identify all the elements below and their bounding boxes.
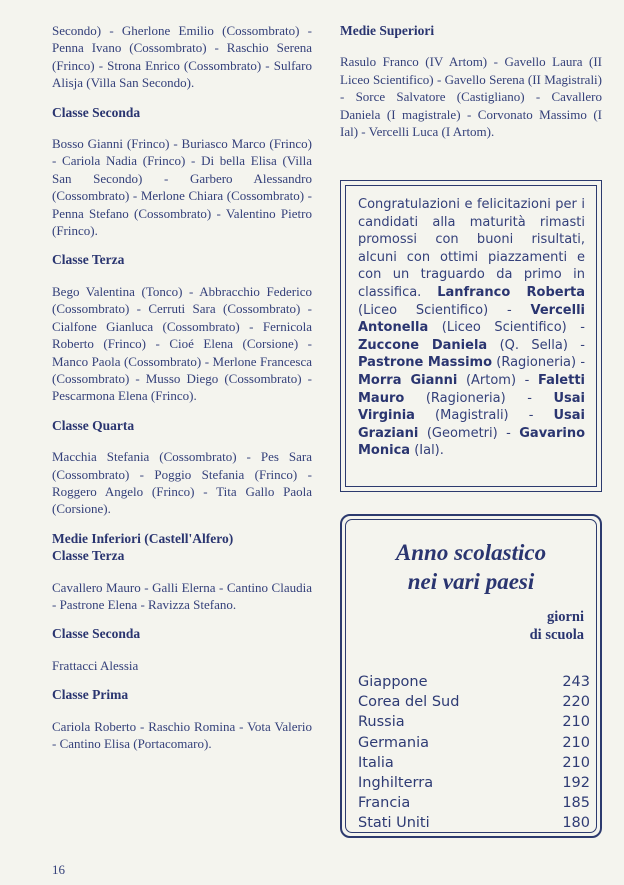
table-row (358, 672, 590, 692)
graduate-school: (Q. Sella) (499, 337, 568, 353)
names-classe-seconda: Bosso Gianni (Frinco) - Buriasco Marco (Frinco) - Cariola Nadia (Frinco) - Di bella Elisa (Villa San Secondo) - Garbero Alessandro (Cossombrato) - Merlone Chiara (Cossombrato) - Penna Stefano (Cossombrato) - Valentino Pietro (Frinco). (52, 136, 312, 239)
graduate-name: Gavarino Monica (358, 425, 586, 459)
school-days-value: 243 (562, 674, 590, 691)
school-days-value: 192 (562, 775, 590, 792)
table-row (358, 692, 590, 712)
graduate-name: Lanfranco Roberta (437, 284, 585, 300)
table-row (358, 712, 590, 732)
country-name: Italia (358, 754, 394, 771)
table-row (358, 733, 590, 753)
graduate-school: (Ragioneria) (425, 390, 506, 406)
table-row (358, 753, 590, 773)
country-name: Francia (358, 795, 411, 812)
table-row (358, 813, 590, 833)
graduate-school: (Ial). (414, 443, 444, 459)
heading-classe-seconda: Classe Seconda (52, 104, 141, 120)
country-name: Russia (358, 714, 405, 731)
page-number: 16 (52, 862, 65, 877)
heading-medie-classe-seconda: Classe Seconda (52, 626, 141, 642)
names-medie-classe-terza: Cavallero Mauro - Galli Elerna - Cantino Claudia - Pastrone Elena - Ravizza Stefano. (52, 579, 312, 612)
school-days-value: 220 (562, 694, 590, 711)
graduate-school: (Ragioneria) (496, 355, 577, 371)
graduate-school: (Liceo Scientifico) (441, 320, 567, 336)
heading-classe-prima: Classe Prima (52, 687, 129, 703)
right-column (340, 22, 602, 152)
congratulations-box (340, 180, 602, 492)
names-medie-superiori: Rasulo Franco (IV Artom) - Gavello Laura (II Liceo Scientifico) - Gavello Serena (II Magistrali) - Sorce Salvatore (Castigliano) - Cavallero Daniela (I magistrale) - Corvonato Massimo (I Ial) - Vercelli Luca (I Artom). (340, 54, 602, 140)
graduate-name: Zuccone Daniela (358, 337, 488, 353)
school-days-value: 180 (562, 815, 590, 832)
country-name: Corea del Sud (358, 694, 460, 711)
congratulations-text (345, 185, 597, 487)
school-days-value: 210 (562, 754, 590, 771)
country-name: Stati Uniti (358, 815, 430, 832)
graduates-list: Lanfranco Roberta (Liceo Scientifico) - Vercelli Antonella (Liceo Scientifico) - Zuccone Daniela (Q. Sella) - Pastrone Massimo (Ragioneria) - Morra Gianni (Artom) - Faletti Mauro (Ragioneria) - Usai Virginia (Magistrali) - Usai Graziani (Geometri) - Gavarino Monica (Ial). (358, 284, 586, 459)
school-days-value: 210 (562, 734, 590, 751)
school-days-table (358, 672, 590, 834)
names-classe-quarta: Macchia Stefania (Cossombrato) - Pes Sara (Cossombrato) - Poggio Stefania (Frinco) - Roggero Angelo (Frinco) - Tita Gallo Paola (Corsione). (52, 449, 312, 517)
heading-classe-quarta: Classe Quarta (52, 417, 135, 433)
names-classe-terza: Bego Valentina (Tonco) - Abbracchio Federico (Cossombrato) - Cerruti Sara (Cossombrato) - Cialfone Gianluca (Cossombrato) - Fernicola Roberto (Frinco) - Cioé Elena (Corsione) - Manco Paola (Cossombrato) - Merlone Francesca (Cossombrato) - Musso Diego (Cossombrato) - Pescarmona Elena (Frinco). (52, 283, 312, 404)
congratulations-intro: Congratulazioni e felicitazioni per i candidati alla maturità rimasti promossi con buoni risultati, alcuni con ottimi piazzamenti e con un traguardo da primo in classifica. (358, 197, 585, 300)
school-year-title (346, 538, 596, 596)
school-year-title-line1: Anno scolastico (395, 540, 547, 565)
continued-names: Secondo) - Gherlone Emilio (Cossombrato) - Penna Ivano (Cossombrato) - Raschio Serena (Frinco) - Strona Enrico (Cossombrato) - Sulfaro Alisja (Villa San Secondo). (52, 23, 312, 91)
school-year-box (340, 514, 602, 838)
table-row (358, 773, 590, 793)
graduate-school: (Artom) (465, 372, 517, 388)
graduate-name: Usai Graziani (358, 408, 586, 441)
graduate-name: Morra Gianni (358, 372, 458, 388)
graduate-name: Vercelli Antonella (358, 302, 585, 336)
graduate-name: Faletti Mauro (358, 372, 586, 406)
heading-medie-inferiori: Medie Inferiori (Castell'Alfero) (52, 530, 234, 546)
names-classe-prima: Cariola Roberto - Raschio Romina - Vota Valerio - Cantino Elisa (Portacomaro). (52, 718, 312, 751)
heading-medie-classe-terza: Classe Terza (52, 548, 125, 564)
school-days-value: 210 (562, 714, 590, 731)
days-column-header (530, 608, 584, 644)
left-column (52, 22, 312, 764)
heading-classe-terza: Classe Terza (52, 252, 125, 268)
school-year-title-line2: nei vari paesi (407, 569, 535, 594)
graduate-school: (Geometri) (426, 425, 498, 441)
names-medie-classe-seconda: Frattacci Alessia (52, 657, 139, 673)
heading-medie-superiori: Medie Superiori (340, 23, 435, 38)
days-header-line2: di scuola (529, 627, 584, 643)
country-name: Giappone (358, 674, 428, 691)
country-name: Germania (358, 734, 429, 751)
graduate-name: Pastrone Massimo (358, 355, 493, 371)
graduate-school: (Liceo Scientifico) (358, 302, 489, 318)
country-name: Inghilterra (358, 775, 434, 792)
school-days-value: 185 (562, 795, 590, 812)
graduate-name: Usai Virginia (358, 390, 586, 424)
days-header-line1: giorni (546, 609, 584, 625)
school-year-inner (345, 519, 597, 833)
table-row (358, 793, 590, 813)
graduate-school: (Magistrali) (435, 408, 509, 424)
